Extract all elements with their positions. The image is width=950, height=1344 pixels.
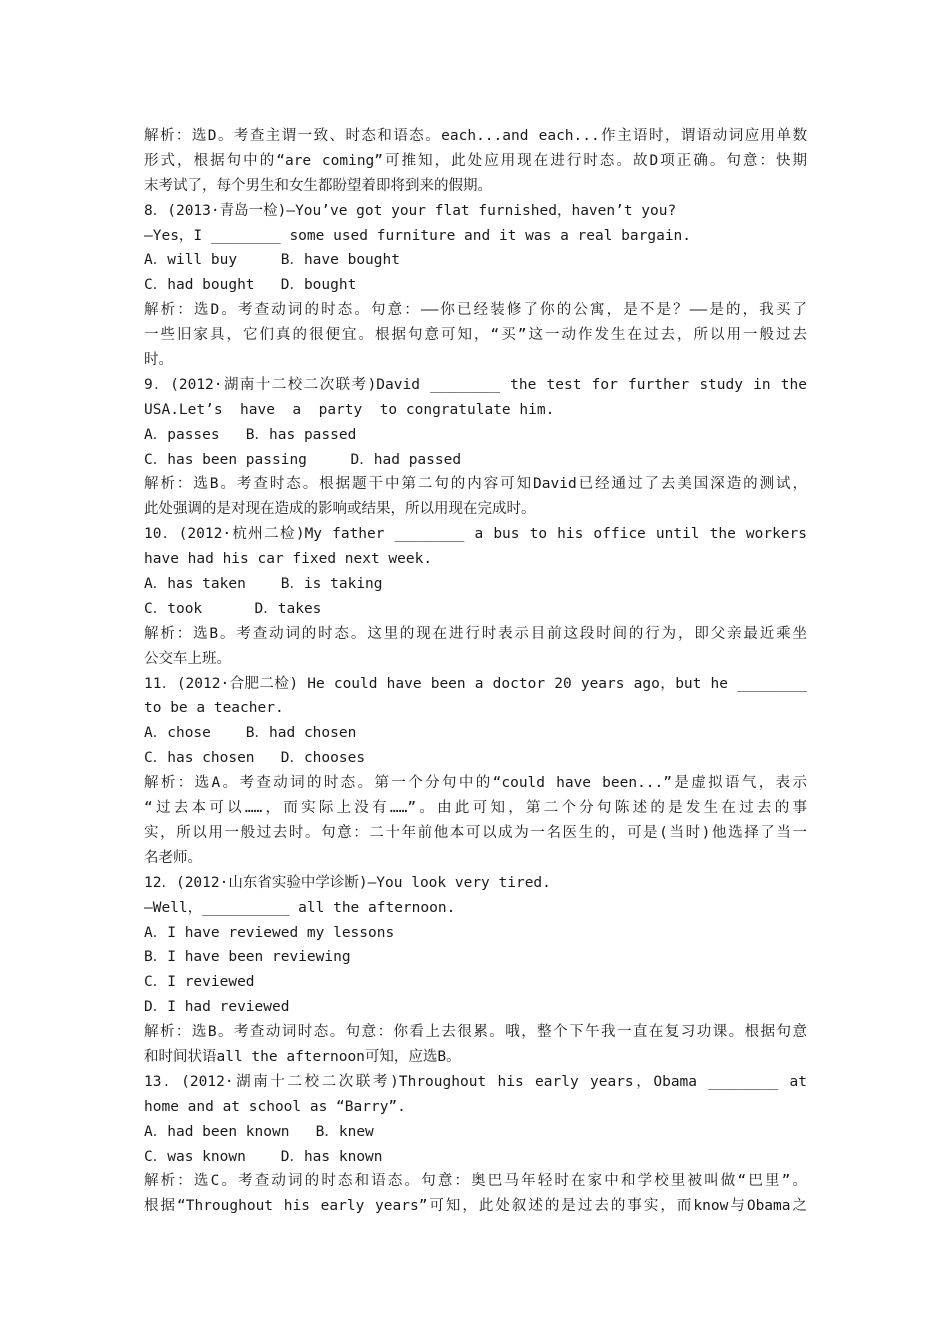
text-line: 此处强调的是对现在造成的影响或结果，所以用现在完成时。 [144, 501, 536, 518]
text-line: home and at school as “Barry”. [144, 1098, 406, 1115]
text-line: 解析：选B。考查时态。根据题干中第二句的内容可知David已经通过了去美国深造的测试， [144, 476, 807, 493]
question-11-stem: 11．(2012·合肥二检) He could have been a doctor 20 years ago，but he ________ [144, 675, 807, 692]
answer-options: A．chose B．had chosen [144, 725, 357, 742]
text-line: 解析：选D。考查主谓一致、时态和语态。each...and each...作主语时，谓语动词应用单数 [144, 128, 807, 144]
text-line: 形式，根据句中的“are coming”可推知，此处应用现在进行时态。故D项正确。句意：快期 [144, 152, 807, 169]
text-line: to be a teacher. [144, 700, 284, 717]
text-line: —Yes，I ________ some used furniture and it was a real bargain. [144, 227, 692, 244]
text-line: 解析：选A。考查动词的时态。第一个分句中的“could have been...”是虚拟语气，表示 [144, 775, 807, 792]
answer-options: C．took D．takes [144, 600, 322, 617]
text-line: 和时间状语all the afternoon可知，应选B。 [144, 1048, 461, 1065]
question-13-stem: 13．(2012·湖南十二校二次联考)Throughout his early years，Obama ________ at [144, 1073, 807, 1090]
question-12-stem: 12．(2012·山东省实验中学诊断)—You look very tired. [144, 874, 551, 891]
text-line: —Well，__________ all the afternoon. [144, 899, 456, 916]
text-line: 末考试了，每个男生和女生都盼望着即将到来的假期。 [144, 177, 492, 194]
answer-option: D．I had reviewed [144, 999, 290, 1016]
text-line: 实，所以用一般过去时。句意：二十年前他本可以成为一名医生的，可是(当时)他选择了当一 [144, 824, 807, 841]
answer-option: A．I have reviewed my lessons [144, 924, 395, 941]
document-body [144, 124, 807, 1219]
question-10-stem: 10．(2012·杭州二检)My father ________ a bus to his office until the workers [144, 526, 807, 543]
text-line: 时。 [144, 352, 173, 369]
answer-options: C．has been passing D．had passed [144, 451, 462, 468]
text-line: 根据“Throughout his early years”可知，此处叙述的是过去的事实，而know与Obama之 [144, 1198, 807, 1215]
text-line: USA.Let’s have a party to congratulate him. [144, 401, 555, 418]
answer-options: A．passes B．has passed [144, 426, 357, 443]
answer-options: C．was known D．has known [144, 1148, 383, 1165]
answer-option: C．I reviewed [144, 974, 255, 991]
text-line: have had his car fixed next week. [144, 551, 433, 568]
answer-options: A．has taken B．is taking [144, 576, 383, 593]
answer-options: A．will buy B．have bought [144, 252, 400, 269]
question-9-stem: 9．(2012·湖南十二校二次联考)David ________ the test for further study in the [144, 376, 807, 393]
answer-options: C．had bought D．bought [144, 277, 357, 294]
text-line: 公交车上班。 [144, 650, 231, 667]
answer-option: B．I have been reviewing [144, 949, 351, 966]
text-line: 一些旧家具，它们真的很便宜。根据句意可知，“买”这一动作发生在过去，所以用一般过去 [144, 327, 807, 344]
answer-options: A．had been known B．knew [144, 1123, 374, 1140]
text-line: 解析：选B。考查动词的时态。这里的现在进行时表示目前这段时间的行为，即父亲最近乘坐 [144, 625, 807, 642]
text-line: 名老师。 [144, 849, 202, 866]
answer-options: C．has chosen D．chooses [144, 750, 366, 767]
text-line: 解析：选D。考查动词的时态。句意：——你已经装修了你的公寓，是不是？——是的，我买了 [144, 302, 807, 319]
question-8-stem: 8．(2013·青岛一检)—You’ve got your flat furnished，haven’t you? [144, 202, 677, 219]
text-line: 解析：选C。考查动词的时态和语态。句意：奥巴马年轻时在家中和学校里被叫做“巴里”。 [144, 1173, 807, 1190]
text-line: “过去本可以……，而实际上没有……”。由此可知，第二个分句陈述的是发生在过去的事 [144, 800, 807, 817]
text-line: 解析：选B。考查动词时态。句意：你看上去很累。哦，整个下午我一直在复习功课。根据句意 [144, 1024, 807, 1041]
